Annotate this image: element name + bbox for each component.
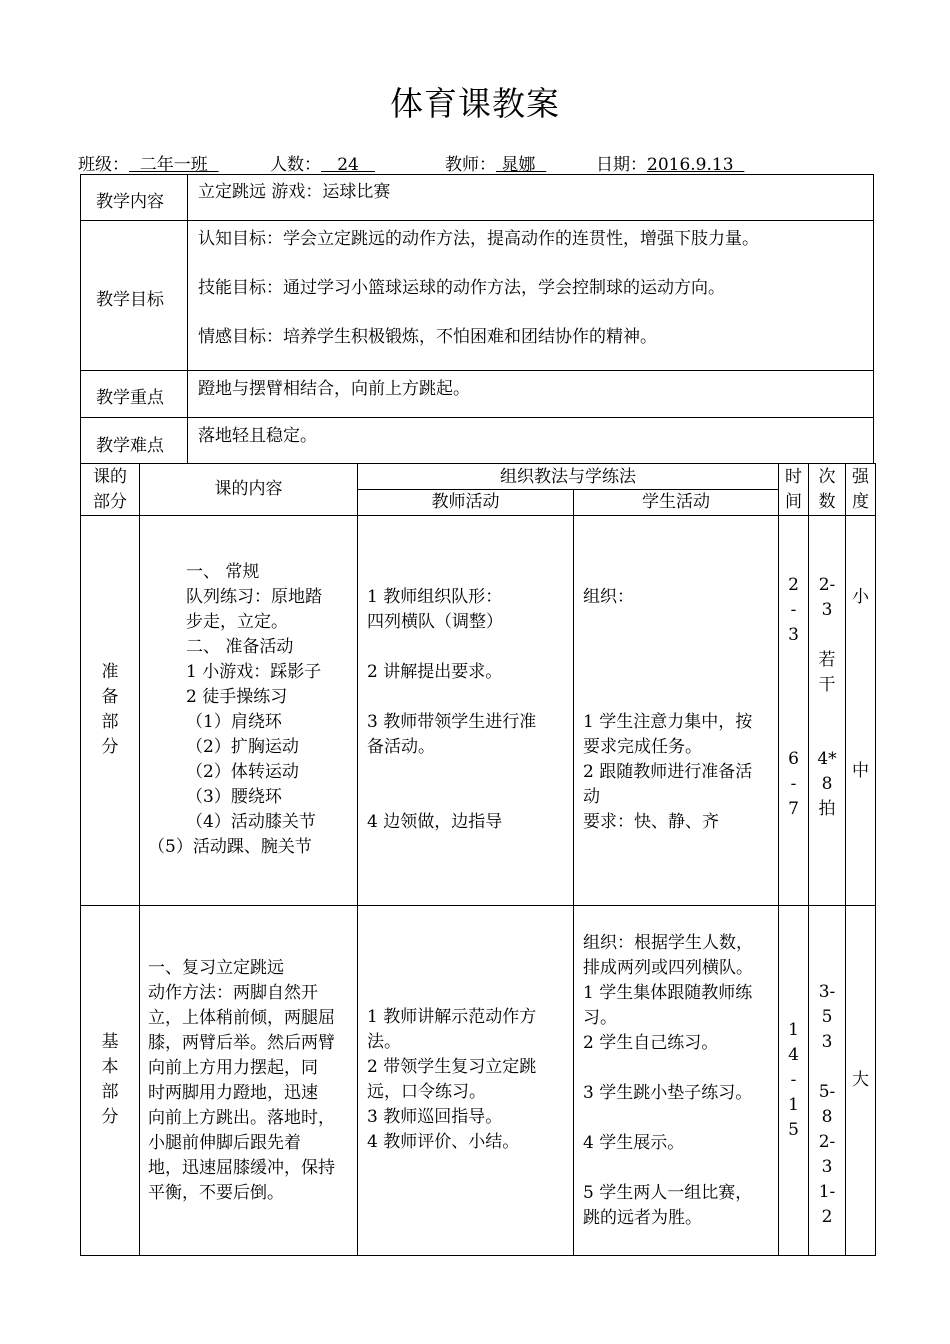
goal-skill: 技能目标：通过学习小篮球运球的动作方法，学会控制球的运动方向。 — [198, 278, 725, 298]
prep-student: 1 学生注意力集中，按 要求完成任务。 2 跟随教师进行准备活 动 要求：快、静、齐 — [583, 712, 753, 832]
header-student: 学生活动 — [642, 492, 710, 512]
basic-part: 基 本 部 分 — [101, 1032, 119, 1127]
class-label: 班级： — [78, 155, 129, 175]
class-value: 二年一班 — [129, 155, 219, 175]
teacher-label: 教师： — [445, 155, 496, 175]
prep-reps-2: 4* 8 拍 — [817, 749, 837, 819]
date-value: 2016.9.13 — [647, 155, 745, 175]
difficulty-value: 落地轻且稳定。 — [198, 426, 317, 446]
prep-time-1: 2 - 3 — [788, 575, 799, 645]
header-intensity: 强 度 — [852, 467, 869, 512]
content-value: 立定跳远 游戏：运球比赛 — [198, 182, 391, 202]
prep-content-line: 队列练习：原地踏 — [186, 587, 322, 607]
prep-time-2: 6 - 7 — [788, 749, 799, 819]
header-teacher: 教师活动 — [431, 492, 500, 512]
basic-content: 一、复习立定跳远 动作方法：两脚自然开 立，上体稍前倾，两腿屈 膝，两臂后举。然后两臂 向前上方用力摆起，同 时两脚用力蹬地，迅速 向前上方跳出。落地时， 小腿前伸脚后跟先着 地，迅速屈膝缓冲，保持 平衡，不要后倒。 — [148, 958, 335, 1203]
count-info — [270, 150, 375, 175]
count-label: 人数： — [270, 155, 321, 175]
prep-content-line: 2 徒手操练习 — [186, 687, 288, 707]
teacher-info — [445, 150, 546, 175]
key-value: 蹬地与摆臂相结合，向前上方跳起。 — [198, 379, 470, 399]
page-title: 体育课教案 — [390, 84, 560, 123]
prep-content-line: 二、 准备活动 — [186, 637, 294, 657]
prep-intensity-cell — [845, 515, 876, 906]
goal-label: 教学目标 — [96, 290, 164, 310]
prep-content-line: （1）肩绕环 — [186, 712, 282, 732]
prep-content-line: （4）活动膝关节 — [186, 812, 316, 832]
basic-student: 组织：根据学生人数， 排成两列或四列横队。 1 学生集体跟随教师练 习。 2 学生自己练习。 3 学生跳小垫子练习。 4 学生展示。 5 学生两人一组比赛， 跳的远者为胜。 — [583, 933, 753, 1228]
prep-content-line: （2）扩胸运动 — [186, 737, 299, 757]
basic-teacher: 1 教师讲解示范动作方 法。 2 带领学生复习立定跳 远，口令练习。 3 教师巡回指导。 4 教师评价、小结。 — [367, 1007, 537, 1152]
date-label: 日期： — [596, 155, 647, 175]
class-info — [78, 150, 219, 175]
teacher-value: 晁娜 — [496, 155, 547, 175]
goal-cognitive: 认知目标：学会立定跳远的动作方法，提高动作的连贯性，增强下肢力量。 — [198, 229, 759, 249]
key-label: 教学重点 — [96, 388, 164, 408]
basic-time: 1 4 - 1 5 — [788, 1020, 799, 1140]
content-label: 教学内容 — [96, 192, 164, 212]
prep-content-line: （3）腰绕环 — [186, 787, 282, 807]
prep-part: 准 备 部 分 — [101, 662, 119, 757]
header-part: 课的 部分 — [93, 467, 127, 512]
prep-intensity-1: 小 — [852, 587, 869, 607]
difficulty-label: 教学难点 — [96, 436, 164, 456]
prep-student-org: 组织： — [583, 587, 634, 607]
prep-teacher: 1 教师组织队形： 四列横队（调整） 2 讲解提出要求。 3 教师带领学生进行准 备活动。 4 边领做，边指导 — [367, 587, 537, 832]
basic-reps: 3- 5 3 5- 8 2- 3 1- 2 — [818, 982, 836, 1227]
header-content: 课的内容 — [214, 479, 283, 499]
goal-emotion: 情感目标：培养学生积极锻炼，不怕困难和团结协作的精神。 — [198, 327, 657, 347]
prep-intensity-2: 中 — [852, 761, 869, 781]
prep-reps-1: 2- 3 若 干 — [818, 575, 836, 695]
prep-content-line: 步走，立定。 — [186, 612, 288, 632]
header-method: 组织教法与学练法 — [500, 467, 636, 487]
prep-content-line: 一、 常规 — [186, 562, 260, 582]
prep-content-line: （5）活动踝、腕关节 — [148, 837, 312, 857]
header-time: 时 间 — [785, 467, 802, 512]
basic-intensity: 大 — [852, 1070, 869, 1090]
count-value: 24 — [321, 155, 376, 175]
header-reps: 次 数 — [818, 467, 836, 512]
prep-content-line: （2）体转运动 — [186, 762, 299, 782]
date-info — [596, 150, 744, 175]
prep-content-line: 1 小游戏：踩影子 — [186, 662, 322, 682]
prep-content — [150, 560, 355, 860]
